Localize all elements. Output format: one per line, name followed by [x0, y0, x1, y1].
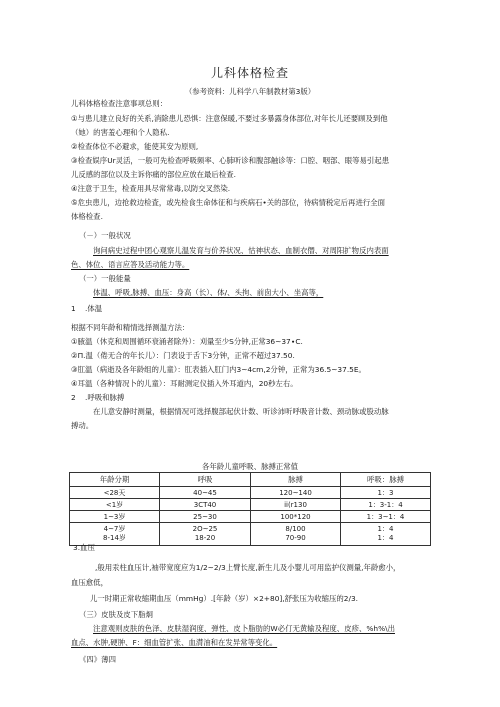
table-row [70, 511, 431, 523]
table-cell: 25~30 [160, 511, 251, 523]
respiration-line: 在儿意安静时测量，根据情况可选择腹部起伏计数、听诊沛听呼吸音计数、颈动脉或股动脉 [93, 407, 389, 416]
intro-line: （她）的害羞心理和个人隐私. [71, 128, 170, 137]
respiration-line: 搏动。 [71, 421, 94, 430]
section-measure-heading: （一）一般能量 [79, 274, 131, 283]
intro-line: 体格检查. [71, 212, 103, 221]
table-cell: 40~45 [160, 487, 251, 499]
intro-line: ⑤危虫患儿，边抢救边检査，或先检食生命体征和与疾病石•关的部位，待病情税定后再进行全面 [71, 198, 386, 207]
table-cell-line: 4~7岁 [103, 525, 126, 533]
table-cell: 120~140 [251, 487, 341, 499]
item-temperature-number: 1 [71, 304, 76, 313]
item-respiration-number: 2 [71, 393, 76, 402]
table-row [70, 487, 431, 499]
table-cell [251, 523, 341, 546]
table-cell: <1岁 [70, 499, 160, 511]
table-cell: 1：3 [341, 487, 431, 499]
table-cell: 1：3~1：4 [341, 511, 431, 523]
table-cell: 1：3-1：4 [341, 499, 431, 511]
table-header: 呼吸 [160, 473, 251, 487]
table-cell: 100*120 [251, 511, 341, 523]
section-four-heading: 《四》薄四 [79, 655, 116, 664]
blood-pressure-line: 血压愈低， [71, 578, 108, 587]
temperature-intro: 根据不同年龄和精情选择测温方法： [71, 323, 190, 332]
blood-pressure-line: ,般用汞柱血压计,袖带宽度应为1/2~2/3上臂长度,新生儿及小婴儿可用监护仪测量,年龄愈小， [95, 563, 401, 572]
document-subtitle: （参考资料：儿科学八年制教材第3版） [184, 87, 316, 96]
table-cell: <28天 [70, 487, 160, 499]
section-skin-line: 血点、水肿,硬肿、F：细血管扩张、血潸油和在发异常等变化。 [71, 638, 278, 647]
intro-heading: 儿科体格检查注意事项总则： [71, 99, 168, 108]
table-cell: ii(r130 [251, 499, 341, 511]
blood-pressure-line: 儿一时期正常收缩期血压（mmHg）.[年龄（岁）×2+80],舒张压为收缩压的2/3. [90, 594, 359, 603]
item-blood-pressure-label: 3.血压 [73, 543, 95, 552]
temperature-method: ②Π.温（倦无合的年长儿）：门表设于舌下3分钟，正常不超过37.50. [71, 351, 295, 360]
table-header: 脉搏 [251, 473, 341, 487]
table-cell: 3CT40 [160, 499, 251, 511]
rates-table [69, 472, 431, 546]
item-respiration-label: .呼吸和脉搏 [85, 393, 125, 402]
table-cell-line: 8/100 [285, 525, 306, 533]
temperature-method: ①腋温（休克和周围循环衰涌者除外）：刈量至少S分钟,正常36~37∙C. [71, 337, 303, 346]
table-cell: 1~3岁 [70, 511, 160, 523]
table-cell-line: 2O~25 [192, 525, 218, 533]
document-title: 儿科体格检查 [210, 66, 289, 80]
section-general-line: 询问病史过程中团心观察儿温发育与价养状况、怙神状态、血制衣僭、对周阳扩物反内表面 [93, 246, 389, 255]
temperature-method: ④耳温（各种情况卜的儿童）：耳耐测定仪插入外耳道内，20秒左右。 [71, 379, 298, 388]
table-header: 年龄分期 [70, 473, 160, 487]
table-cell-line: 1：4 [377, 534, 394, 542]
table-cell [160, 523, 251, 546]
intro-line: ②检查体位不必避求，能使其安为原则, [71, 142, 199, 151]
section-general-heading: （－）一般状况 [79, 231, 131, 240]
table-caption: 各年龄儿童呼吸、脉搏正常值 [201, 462, 299, 471]
intro-line: ①与患儿建立良好的关系,消除患儿恐惧：注意保暖,不要过多暴露身体部位,对年长儿还要顾及到他 [71, 114, 388, 123]
table-header-row [70, 473, 431, 487]
table-cell-line: 8-14岁 [103, 534, 126, 542]
section-skin-line: 注意观则皮肤的色泽、皮肤湿润度、弹性、皮卜脂肪的W必仃无黄输及程度、皮疹、%h%\出 [93, 624, 395, 633]
table-cell-line: 70-90 [285, 534, 306, 542]
item-temperature-label: .体温 [85, 304, 103, 313]
table-row [70, 499, 431, 511]
table-row [70, 523, 431, 546]
section-measure-line: 体温、呼吸,脉搏、血压：身高（长）、体/、头拘、前囱大小、坐高等， [93, 288, 324, 297]
table-cell-line: 18-20 [194, 534, 216, 542]
temperature-method: ③肛温（病逝及各年龄组的儿童）：肛表插入肛门内3~4cm,2分钟，正常为36.5~37.5E。 [71, 365, 366, 374]
section-general-line: 色、体位、语言应答及活动能力等。 [71, 260, 190, 269]
intro-line: 儿反感的部位以及主诉你痛的部位应放在最后检查. [71, 170, 236, 179]
table-cell [341, 523, 431, 546]
intro-line: ④注意于卫生，检查用具尽常常毒,以防交叉然染. [71, 184, 231, 193]
table-header: 呼吸：脉搏 [341, 473, 431, 487]
section-skin-heading: （三）皮肤及皮下脂炯 [79, 610, 153, 619]
intro-line: ③检查娱序Ur灵活，一般可先检查呼吸频率、心肺听诊和腹部触诊等：口腔、咽部、眼等易引起患 [71, 156, 390, 165]
table-cell-line: 1：4 [377, 525, 394, 533]
